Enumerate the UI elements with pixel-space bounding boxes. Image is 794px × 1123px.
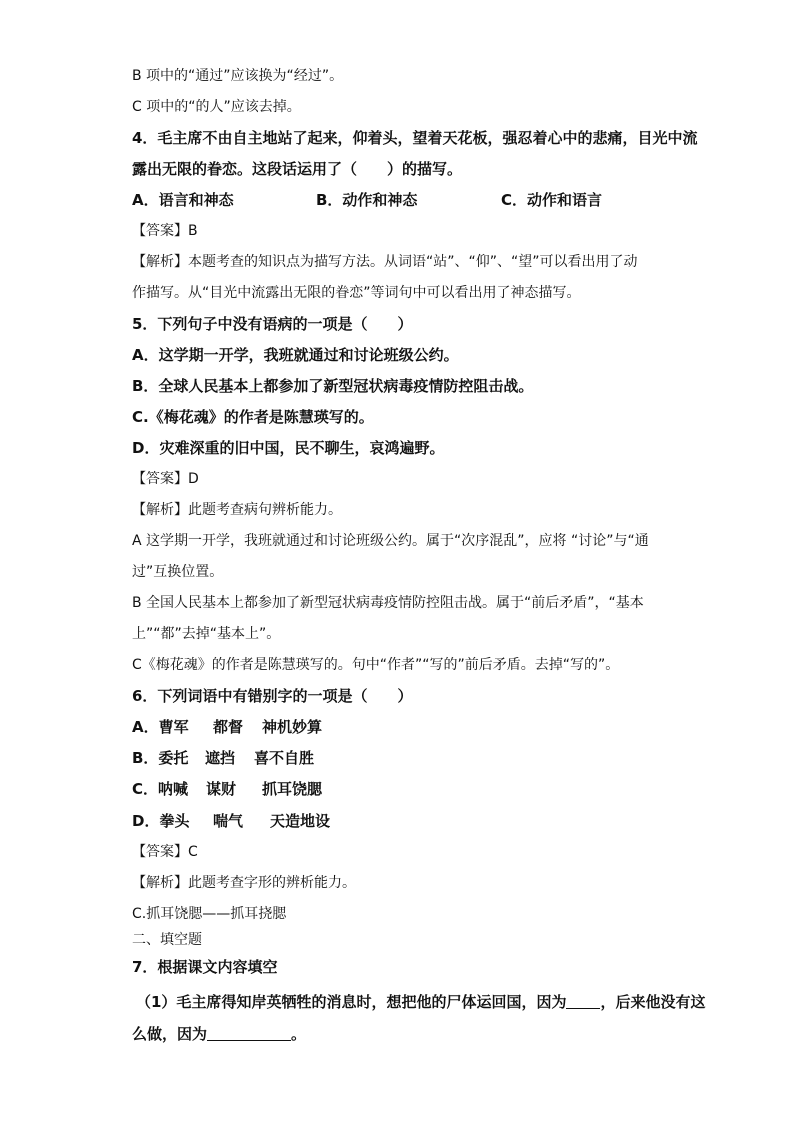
q4-option-b: B．动作和神态 [316, 191, 418, 209]
q6-option-a-1: A．曹军 [132, 718, 189, 736]
q7-text: 。 [291, 1025, 307, 1043]
fill-blank[interactable] [207, 1026, 291, 1041]
q5-option-a: A．这学期一开学，我班就通过和讨论班级公约。 [132, 346, 459, 364]
q4-option-a: A．语言和神态 [132, 191, 234, 209]
answer-label: 【答案】D [132, 471, 199, 487]
q6-option-b-2: 遮挡 [205, 749, 236, 767]
analysis-text: 上”“都”去掉“基本上”。 [132, 626, 281, 642]
q6-option-c-1: C．呐喊 [132, 780, 189, 798]
analysis-text: 【解析】本题考查的知识点为描写方法。从词语“站”、“仰”、“望”可以看出用了动 [132, 254, 638, 270]
question-7-stem: 7．根据课文内容填空 [132, 958, 278, 976]
q6-option-d-2: 喘气 [213, 812, 244, 830]
analysis-text: C《梅花魂》的作者是陈慧瑛写的。句中“作者”“写的”前后矛盾。去掉“写的”。 [132, 657, 620, 673]
q7-text: （1）毛主席得知岸英牺牲的消息时，想把他的尸体运回国，因为 [136, 993, 567, 1011]
q5-option-d: D．灾难深重的旧中国，民不聊生，哀鸿遍野。 [132, 439, 445, 457]
text-line: C 项中的“的人”应该去掉。 [132, 99, 301, 115]
question-5-stem: 5．下列句子中没有语病的一项是（ ） [132, 315, 413, 333]
question-4-stem: 露出无限的眷恋。这段话运用了（ ）的描写。 [132, 160, 463, 178]
analysis-text: 过”互换位置。 [132, 564, 224, 580]
section-heading: 二、填空题 [132, 932, 202, 948]
q6-option-c-3: 抓耳饶腮 [262, 780, 323, 798]
analysis-text: 【解析】此题考查字形的辨析能力。 [132, 875, 356, 891]
q6-option-a-3: 神机妙算 [262, 718, 323, 736]
q6-option-b-1: B．委托 [132, 749, 189, 767]
analysis-text: A 这学期一开学，我班就通过和讨论班级公约。属于“次序混乱”，应将 “讨论”与“通 [132, 533, 649, 549]
analysis-text: B 全国人民基本上都参加了新型冠状病毒疫情防控阻击战。属于“前后矛盾”，“基本 [132, 595, 644, 611]
q6-option-d-3: 天造地设 [270, 812, 331, 830]
text-line: B 项中的“通过”应该换为“经过”。 [132, 68, 344, 84]
analysis-text: 作描写。从“目光中流露出无限的眷恋”等词句中可以看出用了神态描写。 [132, 285, 581, 301]
q7-text: ，后来他没有这 [600, 993, 706, 1011]
q4-option-c: C．动作和语言 [501, 191, 603, 209]
q7-item-1-cont [132, 1024, 306, 1044]
q6-option-b-3: 喜不自胜 [254, 749, 315, 767]
answer-label: 【答案】B [132, 223, 198, 239]
question-6-stem: 6．下列词语中有错别字的一项是（ ） [132, 687, 413, 705]
analysis-text: C.抓耳饶腮——抓耳挠腮 [132, 906, 287, 922]
q7-item-1 [136, 992, 705, 1012]
fill-blank[interactable] [566, 994, 600, 1009]
q6-option-d-1: D．拳头 [132, 812, 190, 830]
q5-option-b: B．全球人民基本上都参加了新型冠状病毒疫情防控阻击战。 [132, 377, 534, 395]
q6-option-a-2: 都督 [213, 718, 244, 736]
q7-text: 么做，因为 [132, 1025, 208, 1043]
analysis-text: 【解析】此题考查病句辨析能力。 [132, 502, 342, 518]
q6-option-c-2: 谋财 [206, 780, 237, 798]
q5-option-c: C.《梅花魂》的作者是陈慧瑛写的。 [132, 408, 374, 426]
question-4-stem: 4．毛主席不由自主地站了起来，仰着头，望着天花板，强忍着心中的悲痛，目光中流 [132, 129, 698, 147]
answer-label: 【答案】C [132, 844, 198, 860]
